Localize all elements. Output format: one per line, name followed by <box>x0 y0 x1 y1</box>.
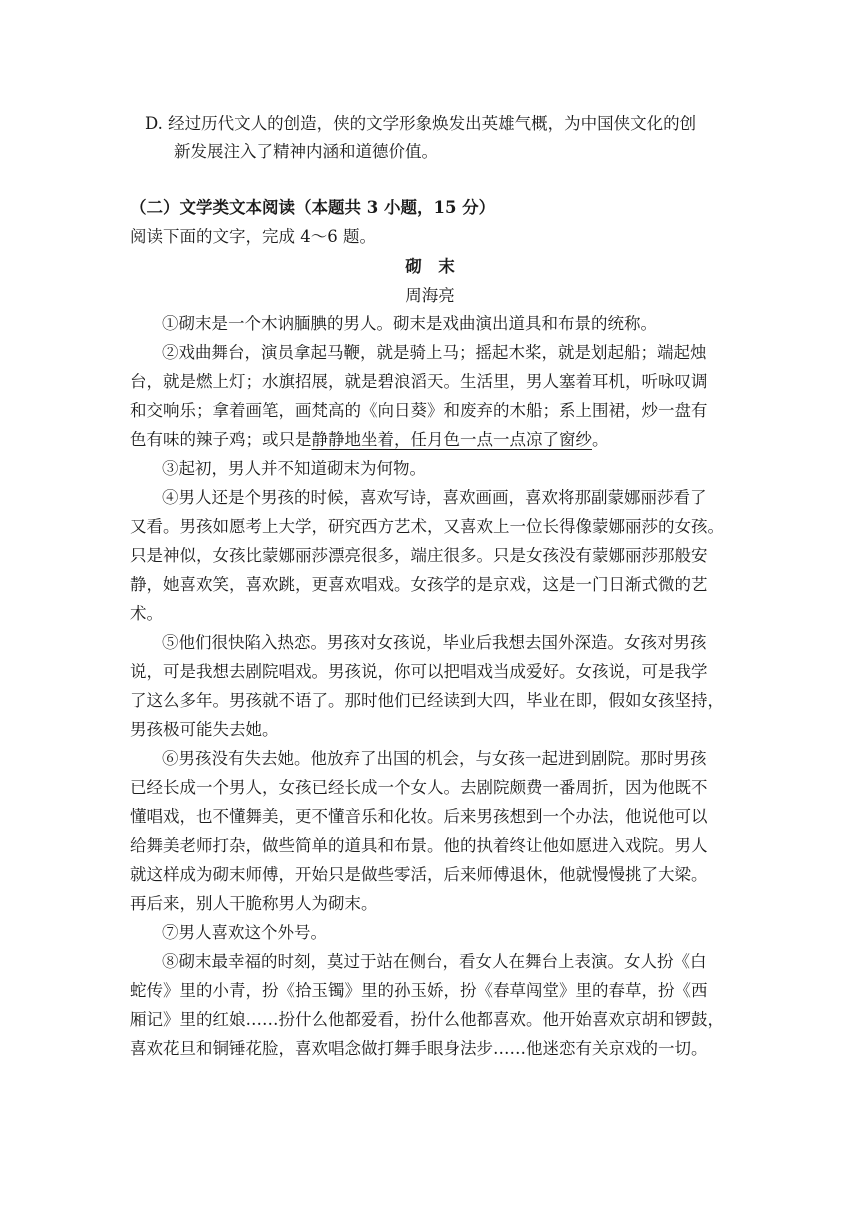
paragraph-1: ①砌末是一个木讷腼腆的男人。砌末是戏曲演出道具和布景的统称。 <box>162 314 657 333</box>
paragraph-6-line-2: 已经长成一个男人，女孩已经长成一个女人。去剧院颇费一番周折，因为他既不 <box>130 778 708 797</box>
paragraph-2-line-1: ②戏曲舞台，演员拿起马鞭，就是骑上马；摇起木桨，就是划起船；端起烛 <box>162 343 707 362</box>
paragraph-4-line-4: 静，她喜欢笑，喜欢跳，更喜欢唱戏。女孩学的是京戏，这是一门日渐式微的艺 <box>130 575 708 594</box>
paragraph-2-line-2: 台，就是燃上灯；水旗招展，就是碧浪滔天。生活里，男人塞着耳机，听咏叹调 <box>130 372 708 391</box>
paragraph-8-line-2: 蛇传》里的小青，扮《拾玉镯》里的孙玉娇，扮《春草闯堂》里的春草，扮《西 <box>130 981 708 1000</box>
section-instruction: 阅读下面的文字，完成 4～6 题。 <box>130 227 376 246</box>
paragraph-4-line-3: 只是神似，女孩比蒙娜丽莎漂亮很多，端庄很多。只是女孩没有蒙娜丽莎那般安 <box>130 546 708 565</box>
paragraph-5-line-3: 了这么多年。男孩就不语了。那时他们已经读到大四，毕业在即，假如女孩坚持， <box>130 691 724 710</box>
paragraph-8-line-4: 喜欢花旦和铜锤花脸，喜欢唱念做打舞手眼身法步……他迷恋有关京戏的一切。 <box>130 1039 708 1058</box>
paragraph-2-line-4-text: 色有味的辣子鸡；或只是 <box>130 430 312 449</box>
paragraph-4-line-2: 又看。男孩如愿考上大学，研究西方艺术，又喜欢上一位长得像蒙娜丽莎的女孩。 <box>130 517 724 536</box>
paragraph-6-line-1: ⑥男孩没有失去她。他放弃了出国的机会，与女孩一起进到剧院。那时男孩 <box>162 749 707 768</box>
paragraph-5-line-1: ⑤他们很快陷入热恋。男孩对女孩说，毕业后我想去国外深造。女孩对男孩 <box>162 633 707 652</box>
paragraph-3: ③起初，男人并不知道砌末为何物。 <box>162 459 426 478</box>
section-heading: （二）文学类文本阅读（本题共 3 小题，15 分） <box>130 198 496 217</box>
paragraph-8-line-3: 厢记》里的红娘……扮什么他都爱看，扮什么他都喜欢。他开始喜欢京胡和锣鼓， <box>130 1010 724 1029</box>
article-author: 周海亮 <box>405 286 455 305</box>
paragraph-6-line-3: 懂唱戏，也不懂舞美，更不懂音乐和化妆。后来男孩想到一个办法，他说他可以 <box>130 807 708 826</box>
paragraph-4-line-1: ④男人还是个男孩的时候，喜欢写诗，喜欢画画，喜欢将那副蒙娜丽莎看了 <box>162 488 707 507</box>
paragraph-6-line-4: 给舞美老师打杂，做些简单的道具和布景。他的执着终让他如愿进入戏院。男人 <box>130 836 708 855</box>
paragraph-4-line-5: 术。 <box>130 604 163 623</box>
paragraph-8-line-1: ⑧砌末最幸福的时刻，莫过于站在侧台，看女人在舞台上表演。女人扮《白 <box>162 952 707 971</box>
option-d-line-2: 新发展注入了精神内涵和道德价值。 <box>174 142 438 161</box>
paragraph-2-line-4-end: 。 <box>592 430 609 449</box>
option-d-line-1: D. 经过历代文人的创造，侠的文学形象焕发出英雄气概，为中国侠文化的创 <box>145 114 697 133</box>
paragraph-2-line-3: 和交响乐；拿着画笔，画梵高的《向日葵》和废弃的木船；系上围裙，炒一盘有 <box>130 401 708 420</box>
paragraph-5-line-2: 说，可是我想去剧院唱戏。男孩说，你可以把唱戏当成爱好。女孩说，可是我学 <box>130 662 708 681</box>
underlined-sentence: 静静地坐着，任月色一点一点凉了窗纱 <box>311 430 592 449</box>
paragraph-6-line-6: 再后来，别人干脆称男人为砌末。 <box>130 894 378 913</box>
paragraph-2-line-4 <box>130 430 609 450</box>
article-title: 砌 末 <box>405 257 455 276</box>
paragraph-7: ⑦男人喜欢这个外号。 <box>162 923 327 942</box>
paragraph-6-line-5: 就这样成为砌末师傅，开始只是做些零活，后来师傅退休，他就慢慢挑了大梁。 <box>130 865 708 884</box>
paragraph-5-line-4: 男孩极可能失去她。 <box>130 720 279 739</box>
